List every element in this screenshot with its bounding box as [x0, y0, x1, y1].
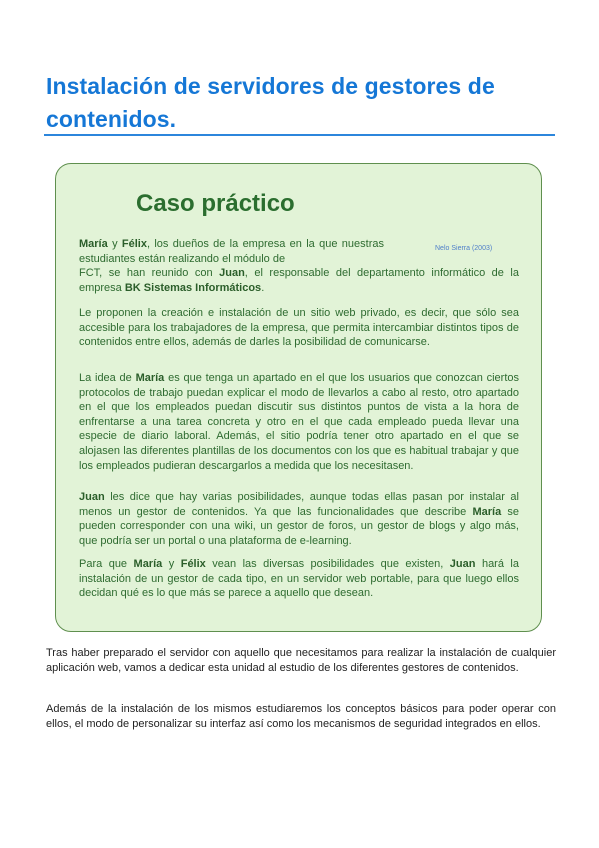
title-divider — [44, 134, 555, 136]
text-fragment: se pueden corresponder con una wiki, un gestor de foros, un gestor de blogs y algo más, que podría ser un portal o una plataforma de e-learning. — [79, 505, 519, 547]
body-paragraph-2: Además de la instalación de los mismos estudiaremos los conceptos básicos para poder operar con ellos, el modo de personalizar su interfaz así como los mecanismos de seguridad integrados en ellos. — [46, 703, 556, 730]
name-maria: María — [79, 238, 108, 250]
company-name: BK Sistemas Informáticos — [124, 281, 262, 294]
text-fragment: . — [261, 281, 265, 294]
name-juan: Juan — [219, 267, 245, 280]
case-paragraph-4 — [79, 490, 519, 548]
body-paragraph-1: Tras haber preparado el servidor con aquello que necesitamos para realizar la instalación de cualquier aplicación web, vamos a dedicar esta unidad al estudio de los diferentes gestores de contenidos. — [46, 647, 556, 674]
text-fragment: vean las diversas posibilidades que existen, — [205, 558, 450, 570]
name-maria: María — [135, 372, 165, 384]
name-maria: María — [472, 505, 502, 518]
text-fragment: hará la instalación de un gestor de cada tipo, en un servidor web portable, para que luego ellos decidan qué es lo que más se parece a aquello que desean. — [79, 558, 519, 600]
text-fragment: La idea de — [79, 372, 136, 384]
case-paragraph-1-intro — [79, 237, 384, 266]
text-fragment: les dice que hay varias posibilidades, aunque todas ellas pasan por instalar al menos un gestor de contenidos. Ya que las funcionalidades que describe — [79, 491, 519, 518]
case-paragraph-3 — [79, 371, 519, 473]
name-juan: Juan — [449, 558, 476, 570]
text-fragment: Para que — [79, 558, 134, 570]
text-fragment: es que tenga un apartado en el que los usuarios que conozcan ciertos protocolos de trabajo puedan explicar el modo de llevarlos a cabo al resto, otro apartado en el que los empleados puedan discutir sus distintos puntos de vista a la hora de enfrentarse a una tarea concreta y otro en el que cada empleado pueda llevar una especie de diario laboral. Además, el sitio podría tener otro apartado en el que se alojasen las diferentes plantillas de los documentos con los que es habitual trabajar y que los empleados pudieran descargarlos a medida que los necesitasen. — [79, 372, 519, 472]
text-fragment: FCT, se han reunido con — [79, 267, 220, 280]
case-paragraph-2: Le proponen la creación e instalación de un sitio web privado, es decir, que sólo sea accesible para los trabajadores de la empresa, que permita intercambiar distintos tipos de contenidos entre ellos, además de darles la posibilidad de comunicarse. — [79, 307, 519, 349]
name-juan: Juan — [79, 491, 105, 503]
case-paragraph-1 — [79, 237, 519, 295]
page-title: Instalación de servidores de gestores de contenidos. — [46, 73, 495, 132]
name-felix: Félix — [180, 558, 206, 570]
text-fragment: , los dueños de la empresa en la que nuestras estudiantes están realizando el módulo de — [79, 238, 384, 265]
name-maria: María — [133, 558, 163, 570]
case-study-heading: Caso práctico — [136, 190, 295, 217]
name-felix: Félix — [121, 238, 147, 250]
text-fragment: , el responsable del departamento informático de la empresa — [79, 267, 519, 294]
text-fragment: y — [107, 238, 122, 250]
case-paragraph-5 — [79, 557, 519, 601]
text-fragment: y — [162, 558, 181, 570]
photo-credit: Nelo Sierra (2003) — [435, 245, 493, 252]
